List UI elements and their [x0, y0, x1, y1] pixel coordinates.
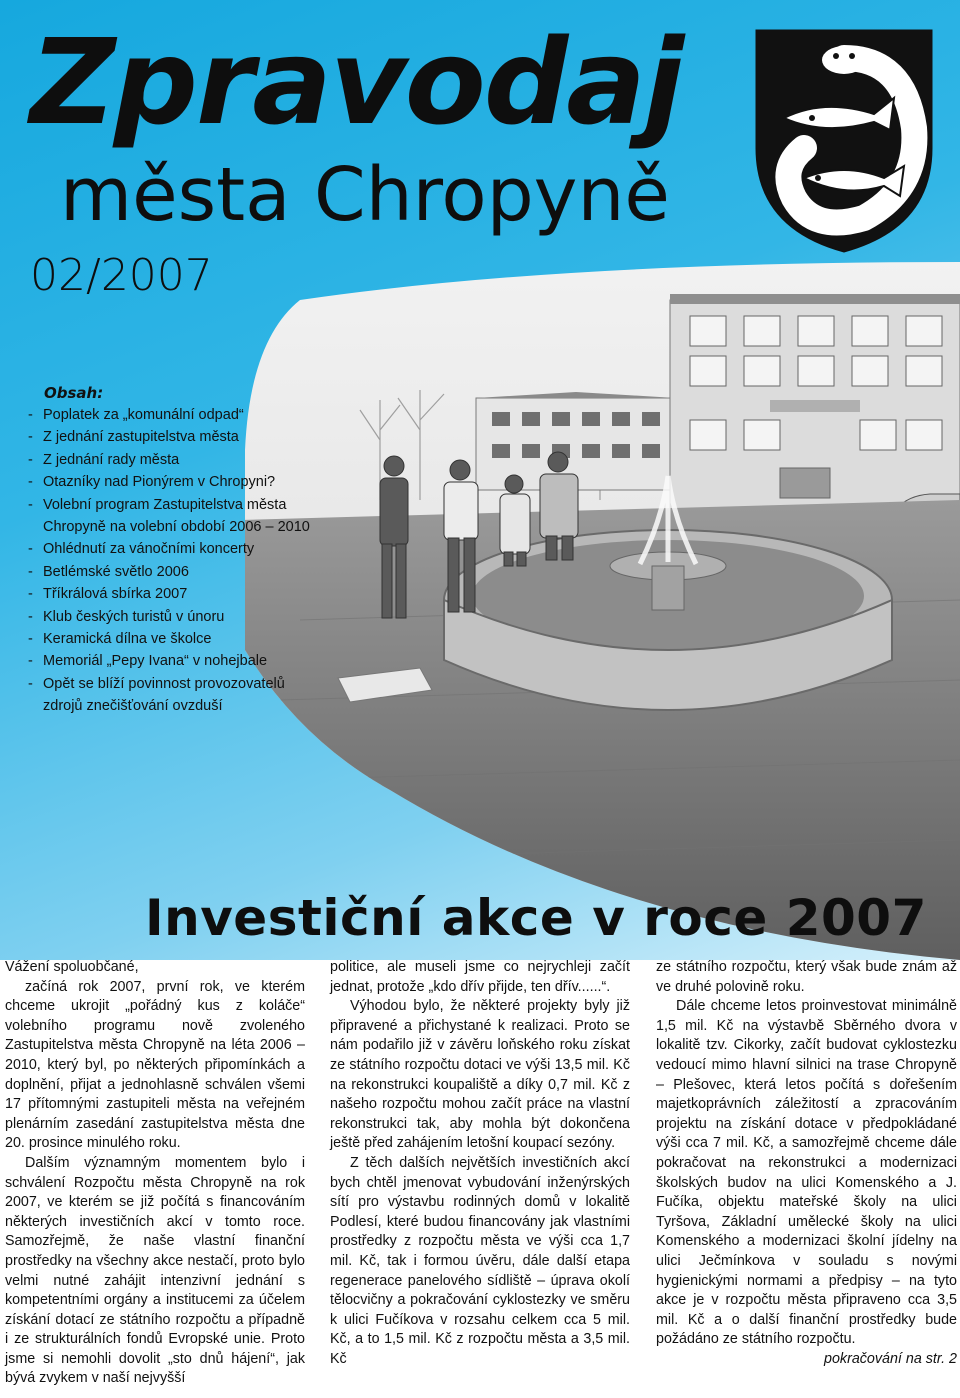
toc-item: - Betlémské světlo 2006 — [24, 561, 324, 583]
masthead-subtitle: města Chropyně — [60, 152, 670, 238]
article-headline: Investiční akce v roce 2007 — [145, 889, 927, 947]
article-paragraph: politice, ale museli jsme co nejrychleji začít jednat, protože „kdo dřív přijde, ten dřív......“. — [330, 959, 630, 995]
toc-item: - Memoriál „Pepy Ivana“ v nohejbale — [24, 650, 324, 672]
article-column-2 — [330, 958, 630, 1369]
toc-item: - Z jednání rady města — [24, 449, 324, 471]
otter-with-fish-coat-of-arms-icon — [754, 28, 934, 254]
article-paragraph: Dále chceme letos proinvestovat minimálně 1,5 mil. Kč na výstavbě Sběrného dvora v lokalitě tzv. Cikorky, začít budovat cyklostezku vedoucí mimo hlavní silnici na trase Chropyně – Plešovec, která letos počítá s dořešením majetkoprávních záležitostí a zpracováním projektu na získání dotace v předpokládané výši cca 7 mil. Kč, a samozřejmě chceme dále pokračovat na rekonstrukci a modernizaci školských budov na ulici Komenského a J. Fučíka, objektu mateřské školy na ulici Tyršova, Základní umělecké školy na ulici Komenského a modernizaci školní jídelny na ulici Ječmínkova v souladu s novými hygienickými normami a předpisy – na tyto akce je v rozpočtu města připraveno cca 3,5 mil. Kč a o další finanční prostředky bude požádáno ze státního rozpočtu. — [656, 998, 957, 1348]
toc-item: - Otazníky nad Pionýrem v Chropyni? — [24, 471, 324, 493]
article-column-1 — [5, 958, 305, 1389]
article-paragraph: ze státního rozpočtu, který však bude znám až ve druhé polovině roku. — [656, 959, 957, 995]
toc-item: - Keramická dílna ve školce — [24, 628, 324, 650]
toc-item: - Klub českých turistů v únoru — [24, 606, 324, 628]
toc-item: - Volební program Zastupitelstva města Chropyně na volební období 2006 – 2010 — [24, 494, 324, 539]
toc-item: - Tříkrálová sbírka 2007 — [24, 583, 324, 605]
toc-item: - Ohlédnutí za vánočními koncerty — [24, 538, 324, 560]
table-of-contents — [24, 382, 324, 718]
article-column-3 — [656, 958, 957, 1369]
article-paragraph: Výhodou bylo, že některé projekty byly již připravené a přichystané k realizaci. Proto se nám podařilo již v závěru loňského roku získat ze státního rozpočtu dotaci ve výši 13,5 mil. Kč na rekonstrukci koupaliště a díky 0,7 mil. Kč z našeho rozpočtu mohou začít práce na vlastní rekonstrukci tak, aby mohla být dokončena ještě před zahájením letošní koupací sezóny. — [330, 998, 630, 1152]
article-paragraph: Z těch dalších největších investičních akcí bych chtěl jmenovat vybudování inženýrských sítí pro výstavbu rodinných domů v lokalitě Podlesí, které budou financovány jak vlastními prostředky z rozpočtu města ve výši cca 1,7 mil. Kč, tak i formou úvěru, dále další etapa regenerace panelového sídliště – úprava okolí tělocvičny a pokračování cyklostezky ve směru k ulici Fučíkova v rozsahu celkem cca 5 mil. Kč, a to 1,5 mil. Kč z rozpočtu města a 3,5 mil. Kč — [330, 1154, 630, 1367]
article-paragraph: začíná rok 2007, první rok, ve kterém chceme ukrojit „pořádný kus z koláče“ volebního programu nově zvoleného Zastupitelstva města Chropyně na léta 2006 – 2010, který byl, po některých připomínkách a doplnění, přijat a jednohlasně schválen všemi 17 přítomnými zastupiteli města na veřejném plenárním zasedání zastupitelstva města dne 20. prosince minulého roku. — [5, 978, 305, 1152]
toc-item: - Z jednání zastupitelstva města — [24, 426, 324, 448]
toc-item: - Poplatek za „komunální odpad“ — [24, 404, 324, 426]
continued-link[interactable]: pokračování na str. 2 — [824, 1350, 957, 1367]
article-greeting: Vážení spoluobčané, — [5, 959, 139, 975]
toc-heading: Obsah: — [44, 384, 104, 402]
article-paragraph: Dalším významným momentem bylo i schválení Rozpočtu města Chropyně na rok 2007, ve kterém se již počítá s financováním některých investičních akcí v tomto roce. Samozřejmě, že naše vlastní finanční prostředky na všechny akce nestačí, proto bylo velmi nutné zahájit intenzivní jednání s kompetentními orgány a institucemi za účelem získání dotací ze státního rozpočtu a případně i ze strukturálních fondů Evropské unie. Proto jsme si nemohli dovolit „sto dnů hájení“, jak bývá zvykem v naší nejvyšší — [5, 1154, 305, 1387]
toc-item: - Opět se blíží povinnost provozovatelů zdrojů znečišťování ovzduší — [24, 673, 324, 718]
masthead-title: Zpravodaj — [30, 13, 683, 151]
issue-number: 02/2007 — [30, 250, 213, 301]
